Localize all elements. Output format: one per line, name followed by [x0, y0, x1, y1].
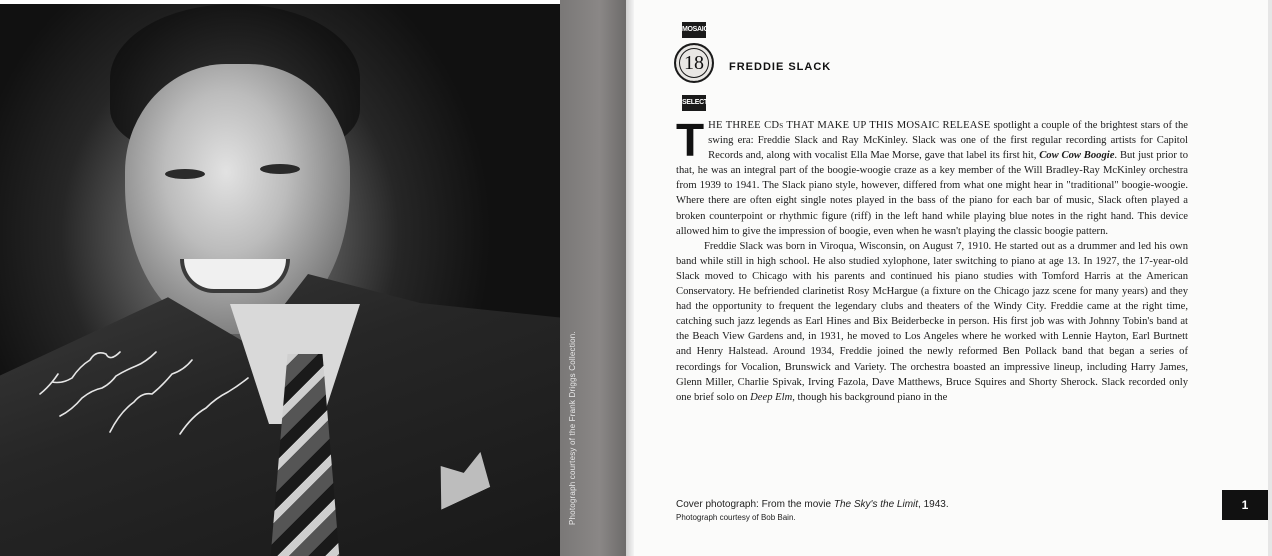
song-title-cow-cow-boogie: Cow Cow Boogie [1039, 150, 1115, 162]
paragraph-1-text-a: spotlight a couple of the brightest stars of the swing era: Freddie Slack and Ray McKinley. Slack was one of the first regular recording artists for Capitol Records and, along with vocalist Ella Mae Morse, gave that label its first hit, [708, 120, 1188, 162]
lead-in: HE THREE CDs THAT MAKE UP THIS MOSAIC RELEASE [708, 120, 991, 131]
book-gutter [626, 0, 634, 556]
photo-credit: Photograph courtesy of the Frank Driggs Collection. [568, 331, 577, 525]
caption-movie-title: The Sky's the Limit [833, 499, 919, 510]
badge-mosaic-label: MOSAIC [682, 22, 706, 38]
photo-left-eye [165, 169, 205, 179]
badge-select-label: SELECT [682, 95, 706, 111]
caption-credit: Photograph courtesy of Bob Bain. [676, 513, 796, 522]
paragraph-1-text-b: . But just prior to that, he was an integral part of the boogie-woogie craze as a key member of the Will Bradley-Ray McKinley orchestra from 1939 to 1941. The Slack piano style, however, differed from what one might hear in "traditional" boogie-woogie. Where there are often eight single notes played in the bass of the piano for each bar of music, Slack often played a broken counterpoint or rhythmic figure (riff) in the left hand while playing blue notes in the right hand. This device allowed him to give the impression of boogie, even when he wasn't playing the classic boogie pattern. [676, 150, 1188, 237]
mosaic-select-badge [674, 22, 714, 112]
caption-prefix: Cover photograph: From the movie [676, 499, 834, 510]
page-number: 1 [1222, 490, 1268, 520]
paragraph-2-text-b: , though his background piano in the [792, 391, 948, 403]
article-body [676, 114, 1188, 405]
paragraph-2-text-a: Freddie Slack was born in Viroqua, Wisconsin, on August 7, 1910. He started out as a drummer and led his own band while still in high school. He also studied xylophone, later switching to piano at age 13. In 1927, the 17-year-old Slack moved to Chicago with his parents and continued his piano studies with Tomford Harris at the American Conservatory. He befriended clarinetist Rosy McHargue (a fixture on the Chicago jazz scene for many years) and they had the opportunity to frequent the legendary clubs and theaters of the Windy City. Freddie came at the right time, catching such jazz legends as Earl Hines and Bix Beiderbecke in person. His first job was with Johnny Tobin's band at the Beach View Gardens and, in 1931, he moved to Los Angeles where he worked with Lennie Hayton, Earl Burtnett and Henry Halstead. Around 1934, Freddie joined the newly reformed Ben Pollack band that began a series of recordings for Vocalion, Brunswick and Variety. The orchestra boasted an impressive lineup, including Harry James, Glenn Miller, Charlie Spivak, Irving Fazola, Dave Matthews, Bruce Squires and Shorty Sherock. Slack recorded only one brief solo on [676, 240, 1188, 403]
paragraph-1 [676, 114, 1188, 239]
portrait-photo [0, 4, 560, 556]
song-title-deep-elm: Deep Elm [750, 391, 793, 403]
drop-cap: T [676, 114, 705, 166]
paragraph-2 [676, 239, 1188, 405]
page-edge [1268, 0, 1272, 556]
autograph-signature [30, 304, 290, 444]
cover-caption [676, 498, 949, 524]
badge-number: 18 [674, 43, 714, 83]
caption-main [676, 498, 949, 512]
photo-right-eye [260, 164, 300, 174]
photo-smile [180, 259, 290, 293]
article-title: FREDDIE SLACK [729, 61, 832, 73]
caption-suffix: , 1943. [918, 499, 949, 510]
